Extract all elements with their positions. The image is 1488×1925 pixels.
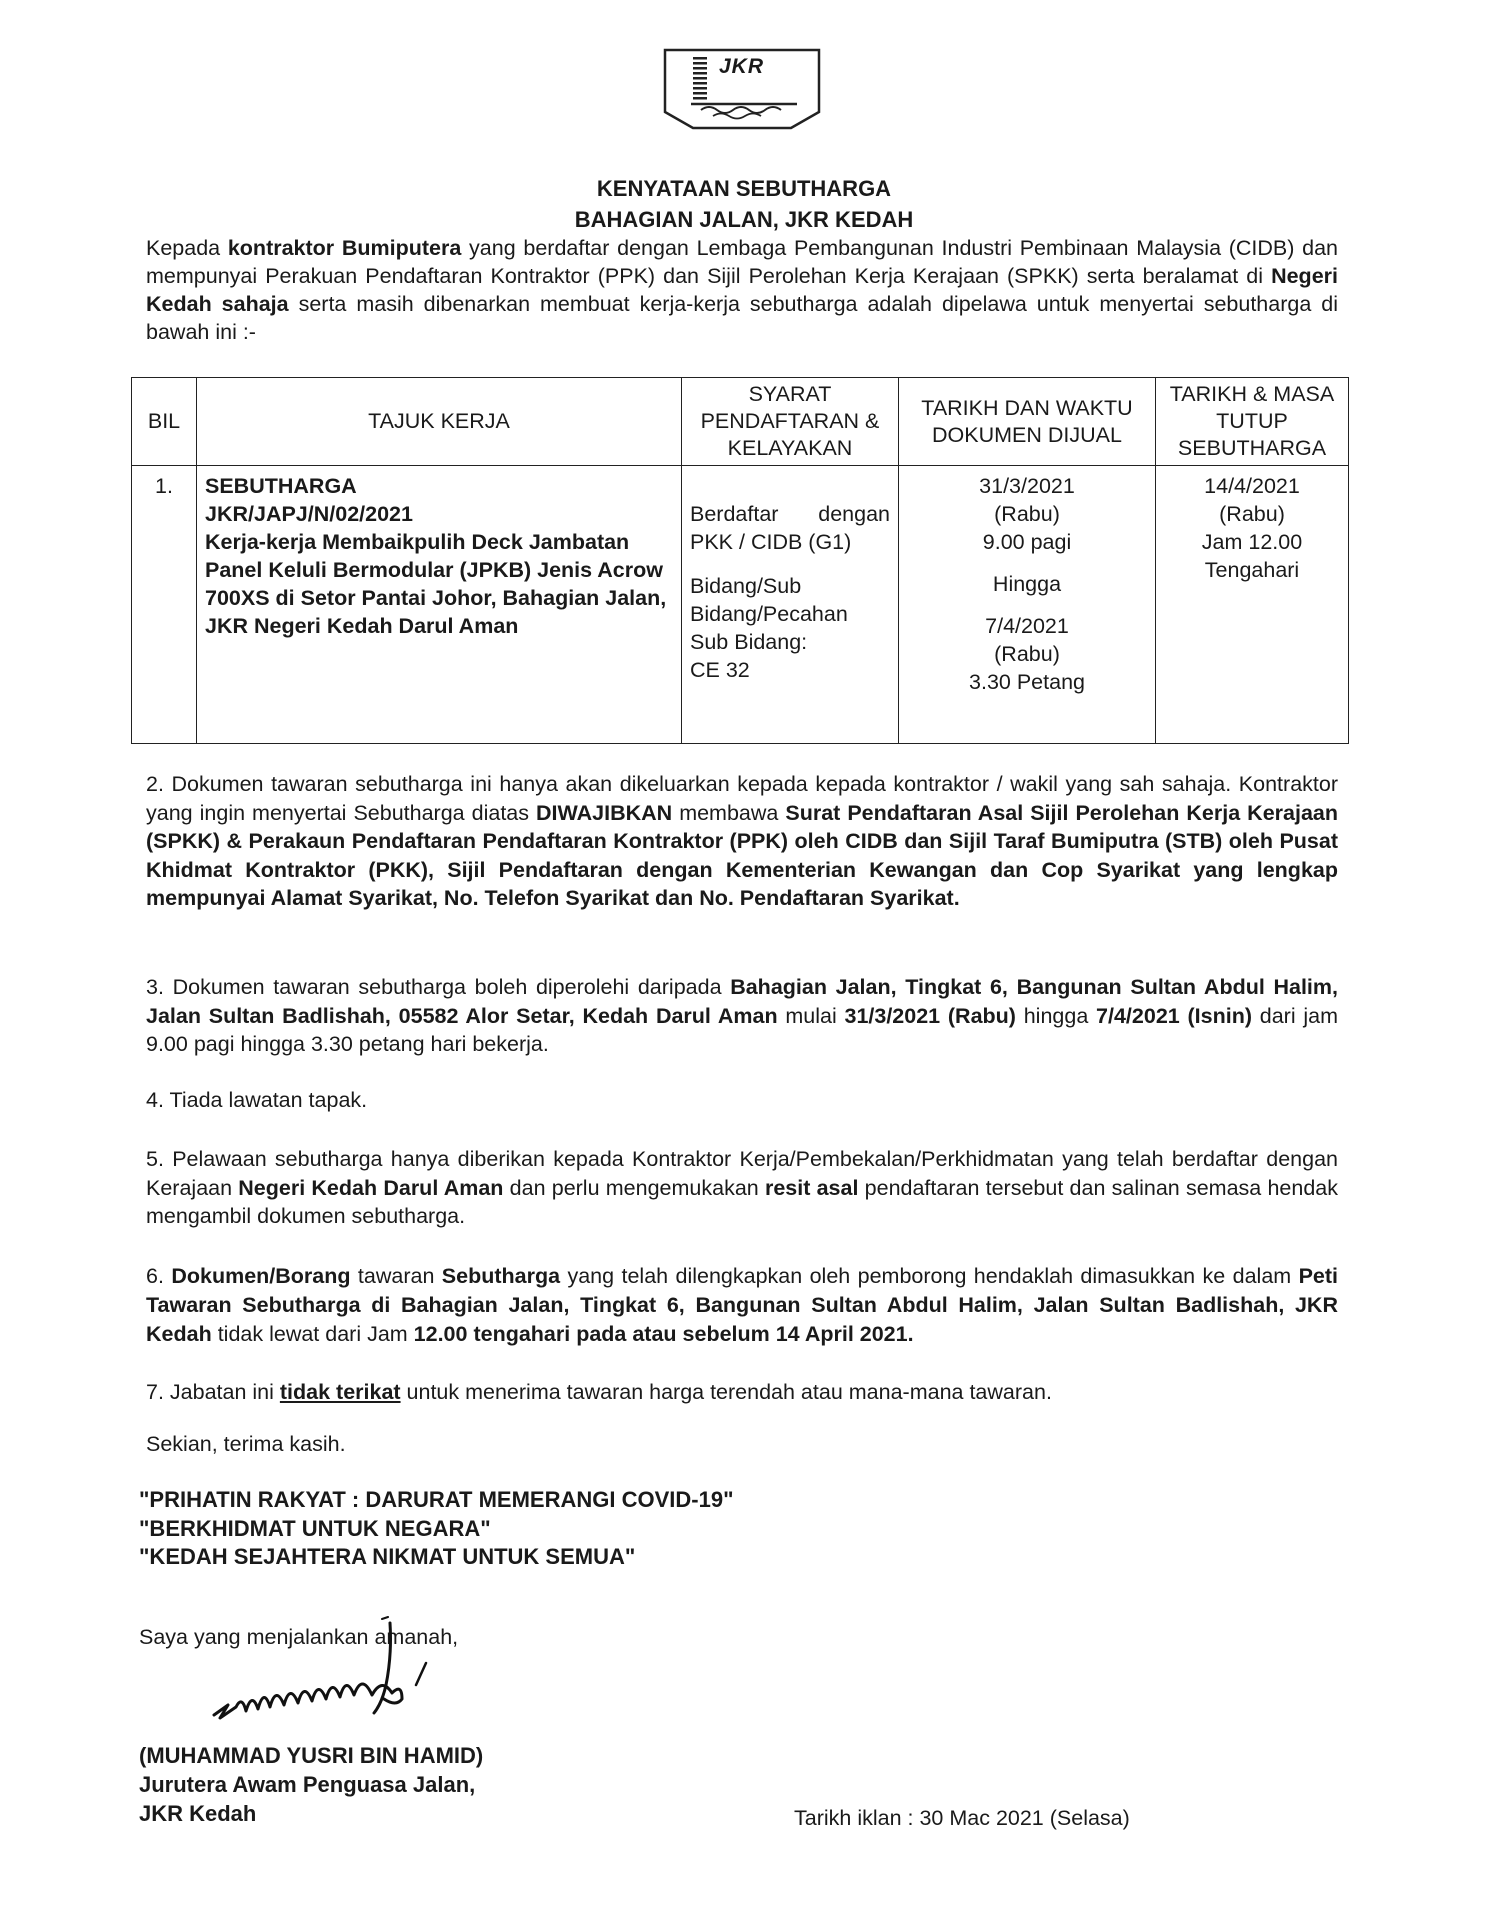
officer-block [139, 1741, 483, 1828]
header-syarat: SYARAT PENDAFTARAN & KELAYAKAN [682, 378, 899, 466]
slogan-1: "PRIHATIN RAKYAT : DARURAT MEMERANGI COVID-19" [139, 1487, 734, 1512]
dijual-until: Hingga [992, 572, 1062, 596]
dijual-start-time: 9.00 pagi [982, 530, 1072, 554]
spacer [690, 556, 890, 572]
cell-bil: 1. [132, 466, 197, 744]
intro-paragraph [146, 234, 1338, 346]
p7-text-1: 7. Jabatan ini [146, 1380, 280, 1404]
spacer [690, 472, 890, 500]
p2-bold-1: DIWAJIBKAN [536, 800, 673, 825]
syarat-code: CE 32 [690, 658, 750, 682]
paragraph-3 [146, 973, 1338, 1059]
p3-text-3: hingga [1015, 1003, 1097, 1028]
p6-bold-4: 12.00 tengahari pada atau sebelum 14 April 2021. [413, 1322, 914, 1346]
tender-table [131, 377, 1349, 744]
tajuk-reference: JKR/JAPJ/N/02/2021 [205, 502, 413, 526]
intro-bold-1: kontraktor Bumiputera [227, 236, 462, 260]
p6-bold-3: Peti Tawaran Sebutharga di Bahagian Jalan, Tingkat 6, Bangunan Sultan Abdul Halim, Jalan Sultan Badlishah, JKR Kedah [146, 1264, 1339, 1346]
header-bil: BIL [132, 378, 197, 466]
tajuk-label: SEBUTHARGA [205, 474, 357, 498]
p6-bold-1: Dokumen/Borang [171, 1264, 351, 1288]
advertisement-date: Tarikh iklan : 30 Mac 2021 (Selasa) [794, 1806, 1130, 1830]
p7-underline: tidak terikat [279, 1380, 401, 1404]
p5-bold-1: Negeri Kedah Darul Aman [238, 1175, 504, 1200]
jkr-logo [661, 48, 823, 130]
tutup-date: 14/4/2021 [1204, 474, 1300, 498]
spacer [907, 598, 1147, 612]
intro-bold-2: Negeri Kedah sahaja [146, 264, 1338, 316]
p5-text-1: 5. Pelawaan sebutharga hanya diberikan kepada Kontraktor Kerja/Pembekalan/Perkhidmatan yang telah berdaftar dengan Kerajaan [146, 1147, 1338, 1200]
signature-intro: Saya yang menjalankan amanah, [139, 1625, 459, 1649]
dijual-start-date: 31/3/2021 [979, 474, 1075, 498]
p3-bold-3: 7/4/2021 (Isnin) [1096, 1003, 1252, 1028]
dijual-end-time: 3.30 Petang [969, 670, 1085, 694]
document-subtitle: BAHAGIAN JALAN, JKR KEDAH [574, 207, 914, 232]
officer-position: Jurutera Awam Penguasa Jalan, [139, 1772, 476, 1797]
p3-text-2: mulai [777, 1003, 845, 1028]
dijual-start-day: (Rabu) [994, 502, 1060, 526]
tutup-period: Tengahari [1204, 558, 1300, 582]
header-tajuk: TAJUK KERJA [197, 378, 682, 466]
table-row [132, 466, 1349, 744]
p7-text-2: untuk menerima tawaran harga terendah atau mana-mana tawaran. [400, 1380, 1052, 1404]
p3-text-4: dari jam 9.00 pagi hingga 3.30 petang hari bekerja. [146, 1003, 1338, 1056]
tutup-day: (Rabu) [1219, 502, 1285, 526]
paragraph-4: 4. Tiada lawatan tapak. [146, 1088, 368, 1112]
p3-bold-2: 31/3/2021 (Rabu) [844, 1003, 1016, 1028]
slogan-3: "KEDAH SEJAHTERA NIKMAT UNTUK SEMUA" [139, 1544, 636, 1569]
cell-tajuk [197, 466, 682, 744]
header-tarikh-tutup: TARIKH & MASA TUTUP SEBUTHARGA [1156, 378, 1349, 466]
table-header-row [132, 378, 1349, 466]
slogan-2: "BERKHIDMAT UNTUK NEGARA" [139, 1515, 491, 1541]
officer-name: (MUHAMMAD YUSRI BIN HAMID) [139, 1743, 484, 1768]
p3-bold-1: Bahagian Jalan, Tingkat 6, Bangunan Sultan Abdul Halim, Jalan Sultan Badlishah, 05582 Alor Setar, Kedah Darul Aman [146, 975, 1338, 1028]
paragraph-6 [146, 1262, 1338, 1349]
tajuk-description: Kerja-kerja Membaikpulih Deck Jambatan Panel Keluli Bermodular (JPKB) Jenis Acrow 700XS di Setor Pantai Johor, Bahagian Jalan, JKR Negeri Kedah Darul Aman [205, 530, 667, 638]
document-title: KENYATAAN SEBUTHARGA [596, 176, 892, 201]
p5-text-3: pendaftaran tersebut dan salinan semasa hendak mengambil dokumen sebutharga. [146, 1175, 1338, 1228]
p6-text-1: 6. [146, 1264, 172, 1288]
p2-text-2: membawa [672, 800, 786, 825]
p5-text-2: dan perlu mengemukakan [503, 1175, 765, 1200]
cell-tarikh-tutup [1156, 466, 1349, 744]
dijual-end-date: 7/4/2021 [985, 614, 1069, 638]
paragraph-7 [146, 1378, 1338, 1406]
p6-text-2: tawaran [350, 1264, 442, 1288]
syarat-field: Bidang/Sub Bidang/Pecahan Sub Bidang: [690, 574, 848, 654]
p2-text-1: 2. Dokumen tawaran sebutharga ini hanya akan dikeluarkan kepada kepada kontraktor / wakil yang sah sahaja. Kontraktor yang ingin menyertai Sebutharga diatas [146, 772, 1338, 825]
cell-tarikh-dijual [899, 466, 1156, 744]
handwritten-signature [206, 1615, 566, 1735]
officer-org: JKR Kedah [139, 1801, 257, 1826]
header-tarikh-dijual: TARIKH DAN WAKTU DOKUMEN DIJUAL [899, 378, 1156, 466]
closing-text: Sekian, terima kasih. [146, 1432, 346, 1456]
slogans [139, 1486, 734, 1572]
p5-bold-2: resit asal [764, 1175, 859, 1200]
cell-syarat [682, 466, 899, 744]
spacer [907, 556, 1147, 570]
logo-text: JKR [719, 55, 765, 78]
intro-text-1: Kepada [146, 236, 228, 260]
dijual-end-day: (Rabu) [994, 642, 1060, 666]
tutup-time: Jam 12.00 [1201, 530, 1303, 554]
p3-text-1: 3. Dokumen tawaran sebutharga boleh diperolehi daripada [146, 975, 731, 999]
paragraph-5 [146, 1145, 1338, 1231]
paragraph-2 [146, 770, 1338, 913]
intro-text-2: yang berdaftar dengan Lembaga Pembangunan Industri Pembinaan Malaysia (CIDB) dan mempunyai Perakuan Pendaftaran Kontraktor (PPK) dan Sijil Perolehan Kerja Kerajaan (SPKK) serta beralamat di [146, 236, 1339, 288]
p2-bold-2: Surat Pendaftaran Asal Sijil Perolehan Kerja Kerajaan (SPKK) & Perakaun Pendaftaran Pendaftaran Kontraktor (PPK) oleh CIDB dan Sijil Taraf Bumiputra (STB) oleh Pusat Khidmat Kontraktor (PKK), Sijil Pendaftaran dengan Kementerian Kewangan dan Cop Syarikat yang lengkap mempunyai Alamat Syarikat, No. Telefon Syarikat dan No. Pendaftaran Syarikat. [146, 800, 1339, 910]
p6-text-3: yang telah dilengkapkan oleh pemborong hendaklah dimasukkan ke dalam [560, 1264, 1299, 1288]
intro-text-3: serta masih dibenarkan membuat kerja-kerja sebutharga adalah dipelawa untuk menyertai sebutharga di bawah ini :- [146, 292, 1338, 344]
p6-bold-2: Sebutharga [441, 1264, 561, 1288]
p6-text-4: tidak lewat dari Jam [211, 1322, 414, 1346]
syarat-registration: Berdaftar dengan PKK / CIDB (G1) [690, 502, 890, 554]
